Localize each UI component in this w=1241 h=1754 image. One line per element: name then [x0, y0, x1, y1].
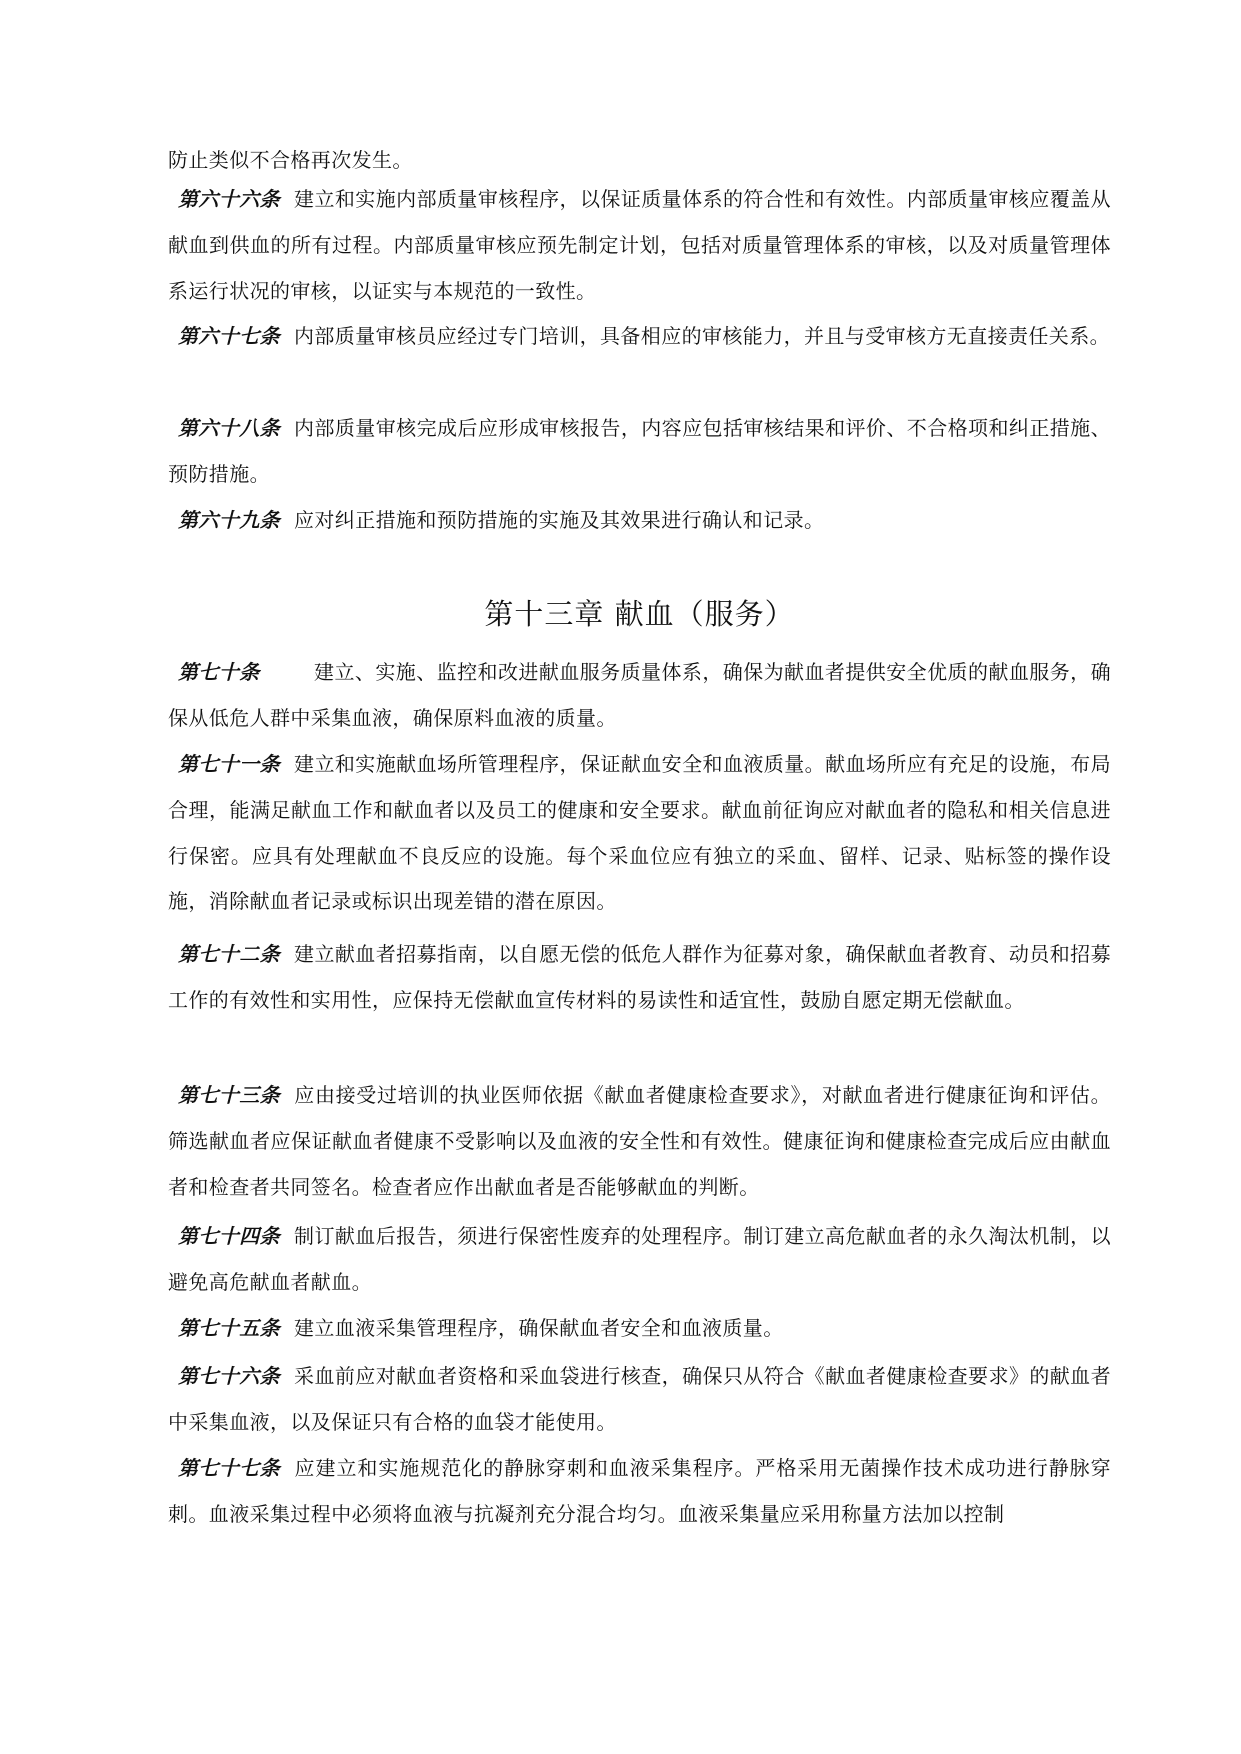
- article-text: 建立和实施献血场所管理程序，保证献血安全和血液质量。献血场所应有充足的设施，布局合理，能满足献血工作和献血者以及员工的健康和安全要求。献血前征询应对献血者的隐私和相关信息进行保密。应具有处理献血不良反应的设施。每个采血位应有独立的采血、留样、记录、贴标签的操作设施，消除献血者记录或标识出现差错的潜在原因。: [168, 752, 1111, 914]
- article-number: 第七十四条: [178, 1224, 280, 1248]
- article-number: 第六十六条: [178, 187, 280, 211]
- article-number: 第六十九条: [178, 508, 280, 532]
- article-text: 内部质量审核员应经过专门培训，具备相应的审核能力，并且与受审核方无直接责任关系。: [294, 324, 1110, 348]
- chapter-title: 第十三章 献血（服务）: [484, 597, 795, 631]
- article-number: 第七十三条: [178, 1083, 280, 1107]
- article-67: [168, 314, 1111, 360]
- article-69: [168, 498, 1111, 544]
- article-75: [168, 1306, 1111, 1352]
- article-68: [168, 406, 1111, 498]
- article-text: 采血前应对献血者资格和采血袋进行核查，确保只从符合《献血者健康检查要求》的献血者中采集血液，以及保证只有合格的血袋才能使用。: [168, 1364, 1111, 1434]
- article-number: 第六十七条: [178, 324, 280, 348]
- article-number: 第七十七条: [178, 1456, 280, 1480]
- article-number: 第七十二条: [178, 942, 280, 966]
- article-number: 第六十八条: [178, 416, 280, 440]
- article-text: 应由接受过培训的执业医师依据《献血者健康检查要求》，对献血者进行健康征询和评估。筛选献血者应保证献血者健康不受影响以及血液的安全性和有效性。健康征询和健康检查完成后应由献血者和检查者共同签名。检查者应作出献血者是否能够献血的判断。: [168, 1083, 1111, 1199]
- continuation-paragraph: 防止类似不合格再次发生。: [168, 148, 413, 172]
- article-70: [168, 650, 1111, 742]
- article-77: [168, 1446, 1111, 1538]
- article-text: 建立献血者招募指南，以自愿无偿的低危人群作为征募对象，确保献血者教育、动员和招募工作的有效性和实用性，应保持无偿献血宣传材料的易读性和适宜性，鼓励自愿定期无偿献血。: [168, 942, 1111, 1012]
- article-text: 建立、实施、监控和改进献血服务质量体系，确保为献血者提供安全优质的献血服务，确保从低危人群中采集血液，确保原料血液的质量。: [168, 660, 1111, 730]
- article-66: [168, 177, 1111, 314]
- article-text: 应对纠正措施和预防措施的实施及其效果进行确认和记录。: [294, 508, 825, 532]
- article-number: 第七十六条: [178, 1364, 280, 1388]
- article-text: 内部质量审核完成后应形成审核报告，内容应包括审核结果和评价、不合格项和纠正措施、预防措施。: [168, 416, 1111, 486]
- article-number: 第七十一条: [178, 752, 280, 776]
- article-71: [168, 742, 1111, 925]
- article-74: [168, 1214, 1111, 1306]
- article-number: 第七十五条: [178, 1316, 280, 1340]
- article-76: [168, 1354, 1111, 1446]
- article-72: [168, 932, 1111, 1024]
- article-73: [168, 1073, 1111, 1210]
- article-text: 制订献血后报告，须进行保密性废弃的处理程序。制订建立高危献血者的永久淘汰机制，以避免高危献血者献血。: [168, 1224, 1111, 1294]
- article-text: 应建立和实施规范化的静脉穿刺和血液采集程序。严格采用无菌操作技术成功进行静脉穿刺。血液采集过程中必须将血液与抗凝剂充分混合均匀。血液采集量应采用称量方法加以控制: [168, 1456, 1111, 1526]
- article-text: 建立和实施内部质量审核程序，以保证质量体系的符合性和有效性。内部质量审核应覆盖从献血到供血的所有过程。内部质量审核应预先制定计划，包括对质量管理体系的审核，以及对质量管理体系运行状况的审核，以证实与本规范的一致性。: [168, 187, 1111, 303]
- article-text: 建立血液采集管理程序，确保献血者安全和血液质量。: [294, 1316, 784, 1340]
- article-number: 第七十条: [178, 660, 260, 684]
